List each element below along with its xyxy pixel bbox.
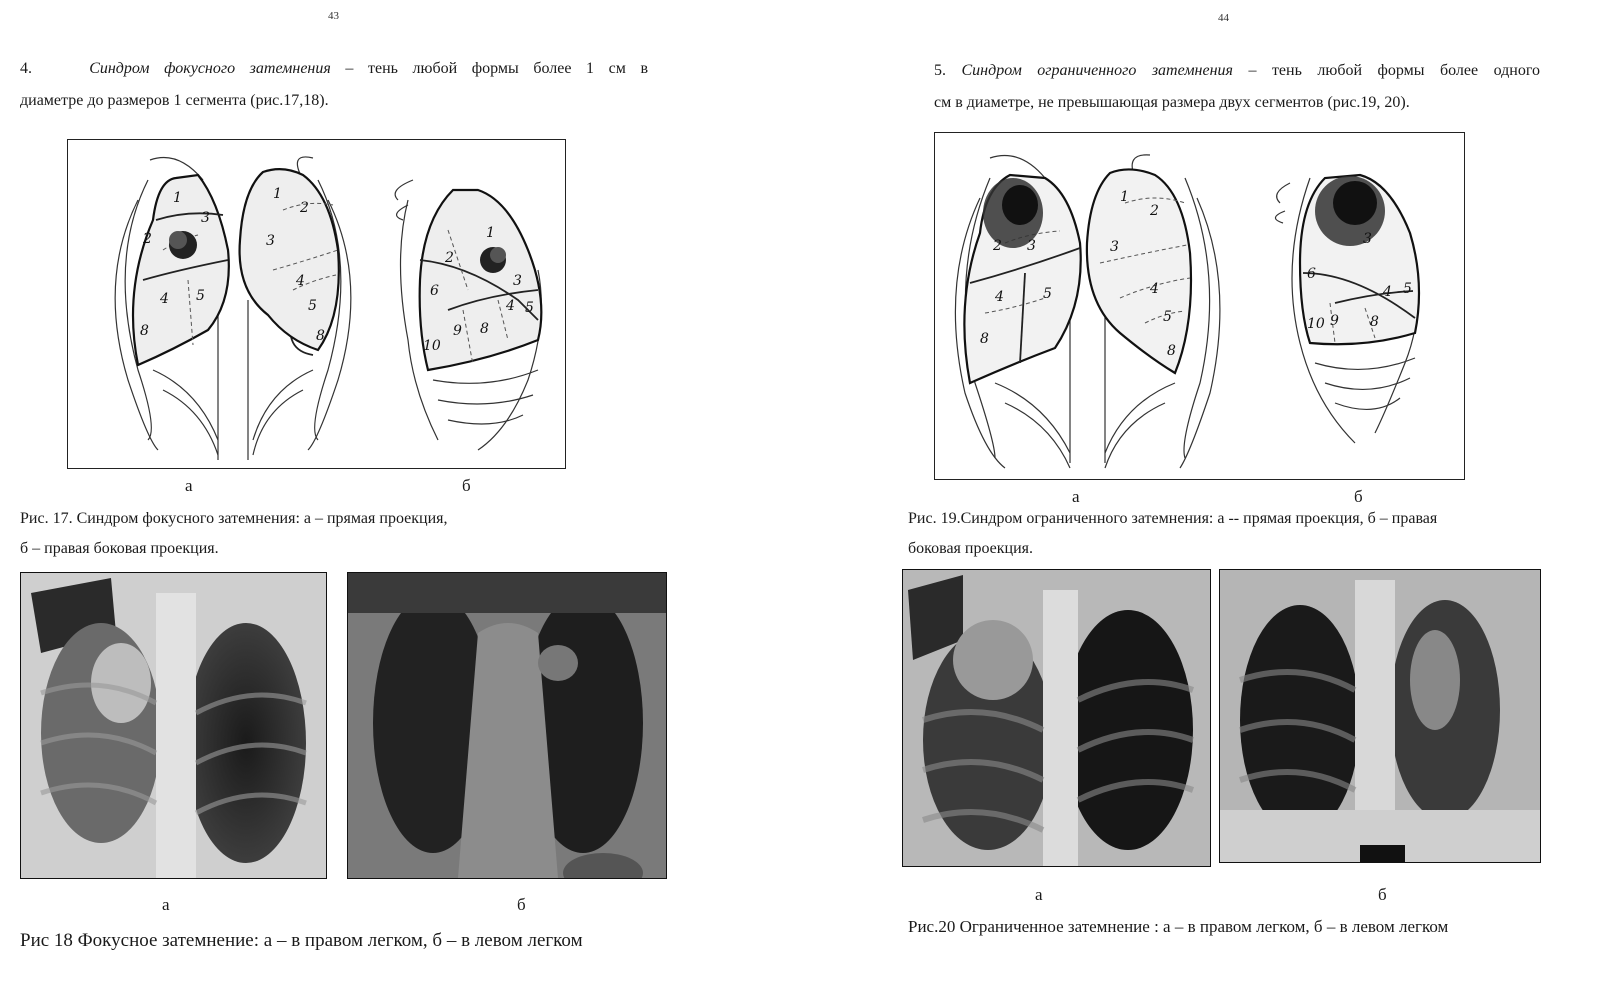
- segment-number: 1: [1120, 189, 1129, 205]
- segment-number: 3: [513, 273, 522, 289]
- caption-line: боковая проекция.: [908, 540, 1034, 557]
- section-definition: – тень любой формы более 1 см в: [345, 60, 649, 77]
- figure-18-label-b: б: [517, 895, 526, 914]
- figure-19-caption: [908, 504, 1568, 564]
- figure-18-caption: Рис 18 Фокусное затемнение: а – в правом легком, б – в левом легком: [20, 930, 583, 951]
- figure-19-label-a: а: [1072, 487, 1080, 506]
- segment-number: 5: [525, 300, 534, 316]
- segment-number: 8: [980, 331, 989, 347]
- segment-number: 3: [1363, 231, 1372, 247]
- xray-image-b: [1219, 569, 1541, 863]
- left-lung-frontal: [240, 169, 339, 350]
- segment-number: 5: [1163, 309, 1172, 325]
- segment-number: 4: [296, 273, 305, 289]
- figure-19-diagram: [934, 132, 1465, 480]
- segment-number: 6: [1307, 266, 1316, 282]
- figure-17-label-a: а: [185, 476, 193, 495]
- segment-number: 4: [995, 289, 1004, 305]
- figure-17-diagram: [67, 139, 566, 469]
- segment-number: 6: [430, 283, 439, 299]
- caption-line: Рис. 19.Синдром ограниченного затемнения: а -- прямая проекция, б – правая: [908, 510, 1438, 527]
- segment-number: 3: [266, 233, 275, 249]
- xray-image-a: [20, 572, 327, 879]
- page-number: 43: [328, 10, 339, 22]
- figure-18-label-a: а: [162, 895, 170, 914]
- figure-20-caption: Рис.20 Ограниченное затемнение : а – в правом легком, б – в левом легком: [908, 917, 1449, 936]
- segment-number: 8: [480, 321, 489, 337]
- figure-20-label-a: а: [1035, 885, 1043, 904]
- figure-20-label-b: б: [1378, 885, 1387, 904]
- page-number: 44: [1218, 12, 1229, 24]
- segment-number: 10: [1307, 316, 1325, 332]
- segment-number: 2: [1150, 203, 1159, 219]
- segment-number: 1: [486, 225, 495, 241]
- caption-line: Рис. 17. Синдром фокусного затемнения: а – прямая проекция,: [20, 510, 448, 527]
- segment-number: 1: [273, 186, 282, 202]
- segment-number: 4: [506, 298, 515, 314]
- segment-number: 5: [196, 288, 205, 304]
- segment-number: 4: [1150, 281, 1159, 297]
- xray-image-b: [347, 572, 667, 879]
- lung-segment-diagram: [68, 140, 565, 468]
- lung-segment-diagram: [935, 133, 1464, 479]
- segment-number: 1: [173, 190, 182, 206]
- segment-number: 2: [300, 200, 309, 216]
- segment-number: 4: [160, 291, 169, 307]
- section-5-paragraph: [934, 55, 1540, 119]
- segment-number: 5: [1403, 281, 1412, 297]
- segment-number: 2: [993, 238, 1002, 254]
- figure-17-label-b: б: [462, 476, 471, 495]
- segment-number: 2: [445, 250, 454, 266]
- section-definition: – тень любой формы более одного: [1248, 62, 1541, 79]
- section-number: 5.: [934, 62, 946, 79]
- segment-number: 8: [140, 323, 149, 339]
- segment-number: 5: [1043, 286, 1052, 302]
- section-4-paragraph: [20, 53, 648, 117]
- segment-number: 4: [1383, 284, 1392, 300]
- segment-number: 8: [316, 328, 325, 344]
- section-definition-cont: см в диаметре, не превышающая размера двух сегментов (рис.19, 20).: [934, 94, 1410, 111]
- xray-image-a: [902, 569, 1211, 867]
- section-term: Синдром ограниченного затемнения: [961, 62, 1233, 79]
- figure-17-caption: [20, 504, 660, 564]
- section-number: 4.: [20, 60, 32, 77]
- figure-19-label-b: б: [1354, 487, 1363, 506]
- segment-number: 9: [1330, 313, 1339, 329]
- caption-line: б – правая боковая проекция.: [20, 540, 219, 557]
- segment-number: 10: [423, 338, 441, 354]
- section-definition-cont: диаметре до размеров 1 сегмента (рис.17,18).: [20, 92, 329, 109]
- segment-number: 8: [1370, 314, 1379, 330]
- segment-number: 8: [1167, 343, 1176, 359]
- segment-number: 3: [1027, 238, 1036, 254]
- segment-number: 3: [201, 210, 210, 226]
- section-term: Синдром фокусного затемнения: [89, 60, 331, 77]
- segment-number: 3: [1110, 239, 1119, 255]
- segment-number: 2: [143, 231, 152, 247]
- segment-number: 5: [308, 298, 317, 314]
- segment-number: 9: [453, 323, 462, 339]
